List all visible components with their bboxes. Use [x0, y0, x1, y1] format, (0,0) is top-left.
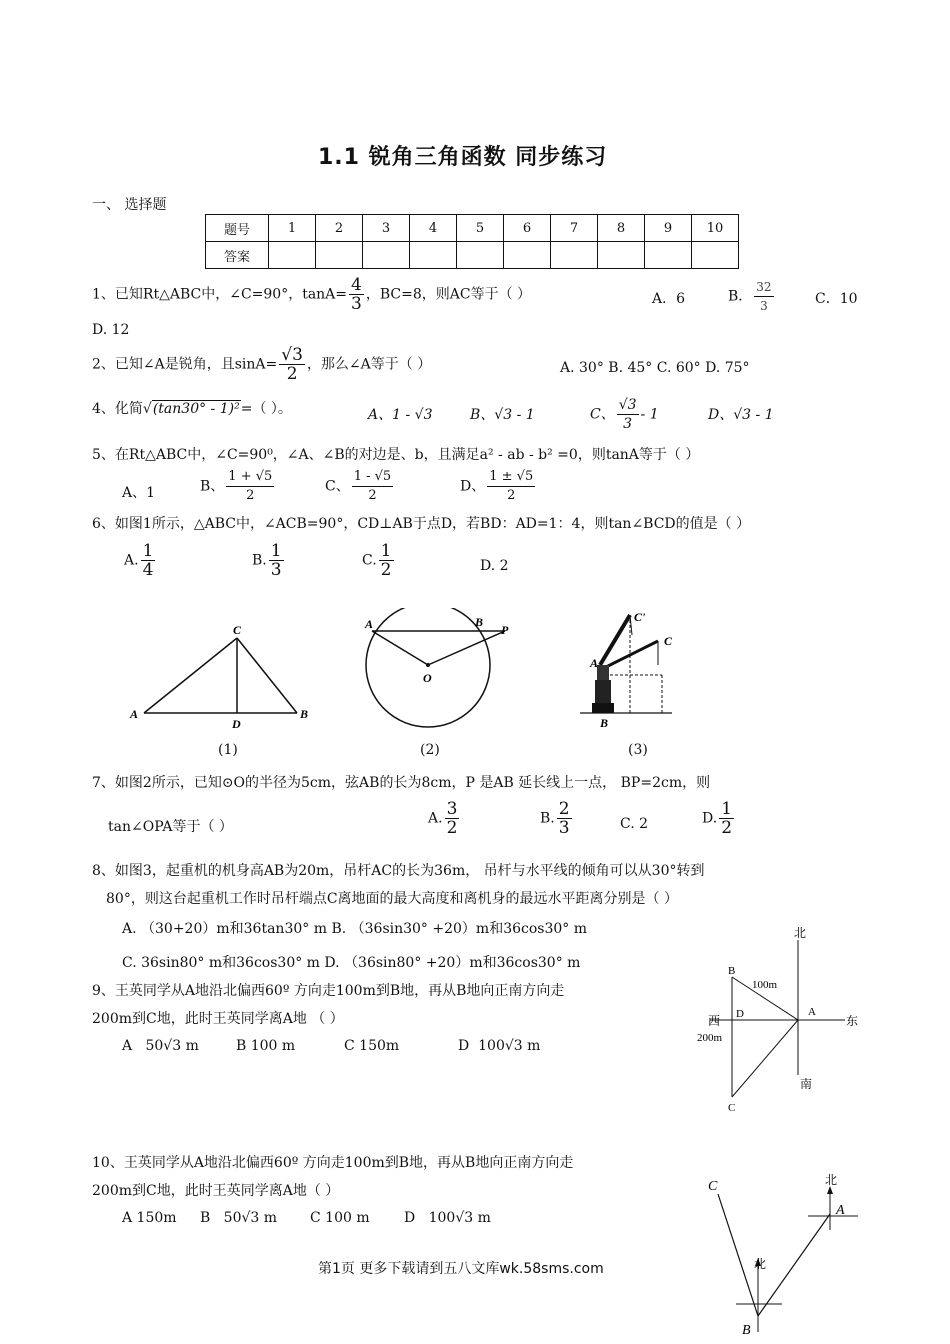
answer-cell[interactable]: [504, 242, 551, 269]
figure-q9-compass: [690, 925, 865, 1120]
label-200m: 200m: [697, 1032, 723, 1044]
label-a: A: [130, 707, 139, 721]
label-c: C: [708, 1179, 718, 1194]
q1-option-d: D. 12: [92, 322, 130, 338]
q6-option-b: B. $\frac{1}{3}$: [252, 541, 282, 580]
figure-2-caption: (2): [420, 742, 440, 758]
label-b: B: [475, 615, 484, 629]
label-east: 东: [846, 1014, 859, 1028]
q6-option-d: D. 2: [480, 558, 509, 574]
answer-cell[interactable]: [551, 242, 598, 269]
label-a: A: [836, 1203, 845, 1218]
question-4: 4、化简√(tan30° - 1)²=（ ）。: [92, 401, 292, 417]
question-1: 1、已知Rt△ABC中，∠C=90°，tanA= $\frac{4}{3}$ ，BC=8，则AC等于（ ）: [92, 275, 532, 314]
answer-cell[interactable]: [692, 242, 739, 269]
label-c-prime: C': [634, 610, 646, 624]
question-7-line1: 7、如图2所示，已知⊙O的半径为5cm，弦AB的长为8cm，P 是AB 延长线上一点， BP=2cm，则: [92, 775, 711, 791]
q4-option-c: C、 $\frac{√3}{3}$ - 1: [590, 397, 659, 432]
q9-option-a: A 50√3 m: [122, 1038, 199, 1054]
label-a: A: [590, 656, 599, 670]
q7-option-b: B. $\frac{2}{3}$: [540, 799, 570, 838]
question-8-line2: 80°，则这台起重机工作时吊杆端点C离地面的最大高度和离机身的最远水平距离分别是（ ）: [106, 891, 678, 907]
q5-option-b: B、 $\frac{1 + √5}{2}$: [200, 469, 273, 503]
q10-option-d: D 100√3 m: [404, 1210, 491, 1226]
table-header-cell: 题号: [206, 215, 269, 242]
q7-option-d: D. $\frac{1}{2}$: [702, 799, 733, 838]
label-west: 西: [708, 1014, 721, 1028]
q1-option-a: A．6: [652, 291, 686, 307]
table-cell: 1: [269, 215, 316, 242]
q5-option-d: D、 $\frac{1 \pm √5}{2}$: [460, 469, 534, 503]
q1-option-b: B． $\frac{32}{3}$: [728, 280, 772, 313]
label-north-b: 北: [754, 1257, 767, 1271]
figure-3-caption: (3): [628, 742, 648, 758]
q6-option-a: A. $\frac{1}{4}$: [124, 541, 154, 580]
label-north-a: 北: [825, 1173, 838, 1187]
q4-option-b: B、√3 - 1: [470, 407, 535, 423]
q8-options-ab: A. （30+20）m和36tan30° m B. （36sin30° +20）m和36cos30° m: [122, 921, 588, 937]
table-header-cell: 答案: [206, 242, 269, 269]
figure-2-circle: [355, 608, 520, 738]
table-cell: 5: [457, 215, 504, 242]
table-row: [206, 242, 739, 269]
label-c: C: [233, 623, 242, 637]
q5-option-c: C、 $\frac{1 - √5}{2}$: [325, 469, 392, 503]
label-p: P: [501, 623, 509, 637]
answer-cell[interactable]: [457, 242, 504, 269]
question-5: 5、在Rt△ABC中，∠C=90⁰，∠A、∠B的对边是、b，且满足a² - ab - b² =0，则tanA等于（ ）: [92, 447, 700, 463]
label-d: D: [736, 1008, 744, 1020]
q9-option-b: B 100 m: [236, 1038, 296, 1054]
section-heading: 一、 选择题: [92, 197, 167, 213]
table-cell: 9: [645, 215, 692, 242]
table-row: [206, 215, 739, 242]
label-c: C: [664, 634, 673, 648]
label-a: A: [365, 617, 374, 631]
q4-option-a: A、1 - √3: [368, 407, 433, 423]
q9-option-d: D 100√3 m: [458, 1038, 541, 1054]
question-9-line2: 200m到C地，此时王英同学离A地 （ ）: [92, 1011, 344, 1027]
question-9-line1: 9、王英同学从A地沿北偏西60º 方向走100m到B地，再从B地向正南方向走: [92, 983, 565, 999]
question-2: 2、已知∠A是锐角，且sinA= $\frac{√3}{2}$ ，那么∠A等于（ ）: [92, 345, 432, 384]
label-north: 北: [794, 926, 807, 940]
figure-1-caption: (1): [218, 742, 238, 758]
label-b: B: [600, 716, 609, 730]
label-south: 南: [800, 1077, 813, 1091]
q10-option-a: A 150m: [122, 1210, 177, 1226]
answer-table: [205, 214, 739, 269]
label-o: O: [423, 671, 432, 685]
table-cell: 10: [692, 215, 739, 242]
answer-cell[interactable]: [269, 242, 316, 269]
label-b: B: [300, 707, 309, 721]
q10-option-b: B 50√3 m: [200, 1210, 278, 1226]
table-cell: 8: [598, 215, 645, 242]
figure-3-crane: [580, 605, 690, 730]
table-cell: 6: [504, 215, 551, 242]
label-d: D: [232, 717, 241, 731]
answer-cell[interactable]: [316, 242, 363, 269]
label-c: C: [728, 1102, 736, 1114]
fraction: $\frac{4}{3}$: [351, 275, 362, 314]
answer-cell[interactable]: [645, 242, 692, 269]
q9-option-c: C 150m: [344, 1038, 400, 1054]
table-cell: 7: [551, 215, 598, 242]
q7-option-c: C. 2: [620, 816, 649, 832]
page-title: 1.1 锐角三角函数 同步练习: [318, 145, 608, 170]
q5-option-a: A、1: [122, 485, 156, 501]
q1-option-c: C．10: [815, 291, 858, 307]
label-100m: 100m: [752, 979, 778, 991]
q10-option-c: C 100 m: [310, 1210, 370, 1226]
label-b: B: [742, 1323, 751, 1337]
question-10-line1: 10、王英同学从A地沿北偏西60º 方向走100m到B地，再从B地向正南方向走: [92, 1155, 574, 1171]
q6-option-c: C. $\frac{1}{2}$: [362, 541, 392, 580]
answer-cell[interactable]: [363, 242, 410, 269]
question-8-line1: 8、如图3，起重机的机身高AB为20m，吊杆AC的长为36m， 吊杆与水平线的倾角可以从30°转到: [92, 863, 705, 879]
figure-1-triangle: [120, 620, 320, 732]
q7-option-a: A. $\frac{3}{2}$: [428, 799, 458, 838]
label-a: A: [808, 1006, 816, 1018]
answer-cell[interactable]: [410, 242, 457, 269]
q2-options: A. 30° B. 45° C. 60° D. 75°: [560, 360, 750, 376]
label-b: B: [728, 965, 736, 977]
question-6: 6、如图1所示，△ABC中，∠ACB=90°，CD⊥AB于点D，若BD：AD=1：4，则tan∠BCD的值是（ ）: [92, 516, 751, 532]
table-cell: 4: [410, 215, 457, 242]
table-cell: 2: [316, 215, 363, 242]
question-10-line2: 200m到C地，此时王英同学离A地（ ）: [92, 1183, 340, 1199]
page-footer: 第1页 更多下载请到五八文库wk.58sms.com: [318, 1261, 604, 1277]
question-7-line2: tan∠OPA等于（ ）: [108, 819, 233, 835]
q4-option-d: D、√3 - 1: [708, 407, 774, 423]
table-cell: 3: [363, 215, 410, 242]
answer-cell[interactable]: [598, 242, 645, 269]
q8-options-cd: C. 36sin80° m和36cos30° m D. （36sin80° +20）m和36cos30° m: [122, 955, 581, 971]
figure-q10-compass: [700, 1172, 870, 1337]
